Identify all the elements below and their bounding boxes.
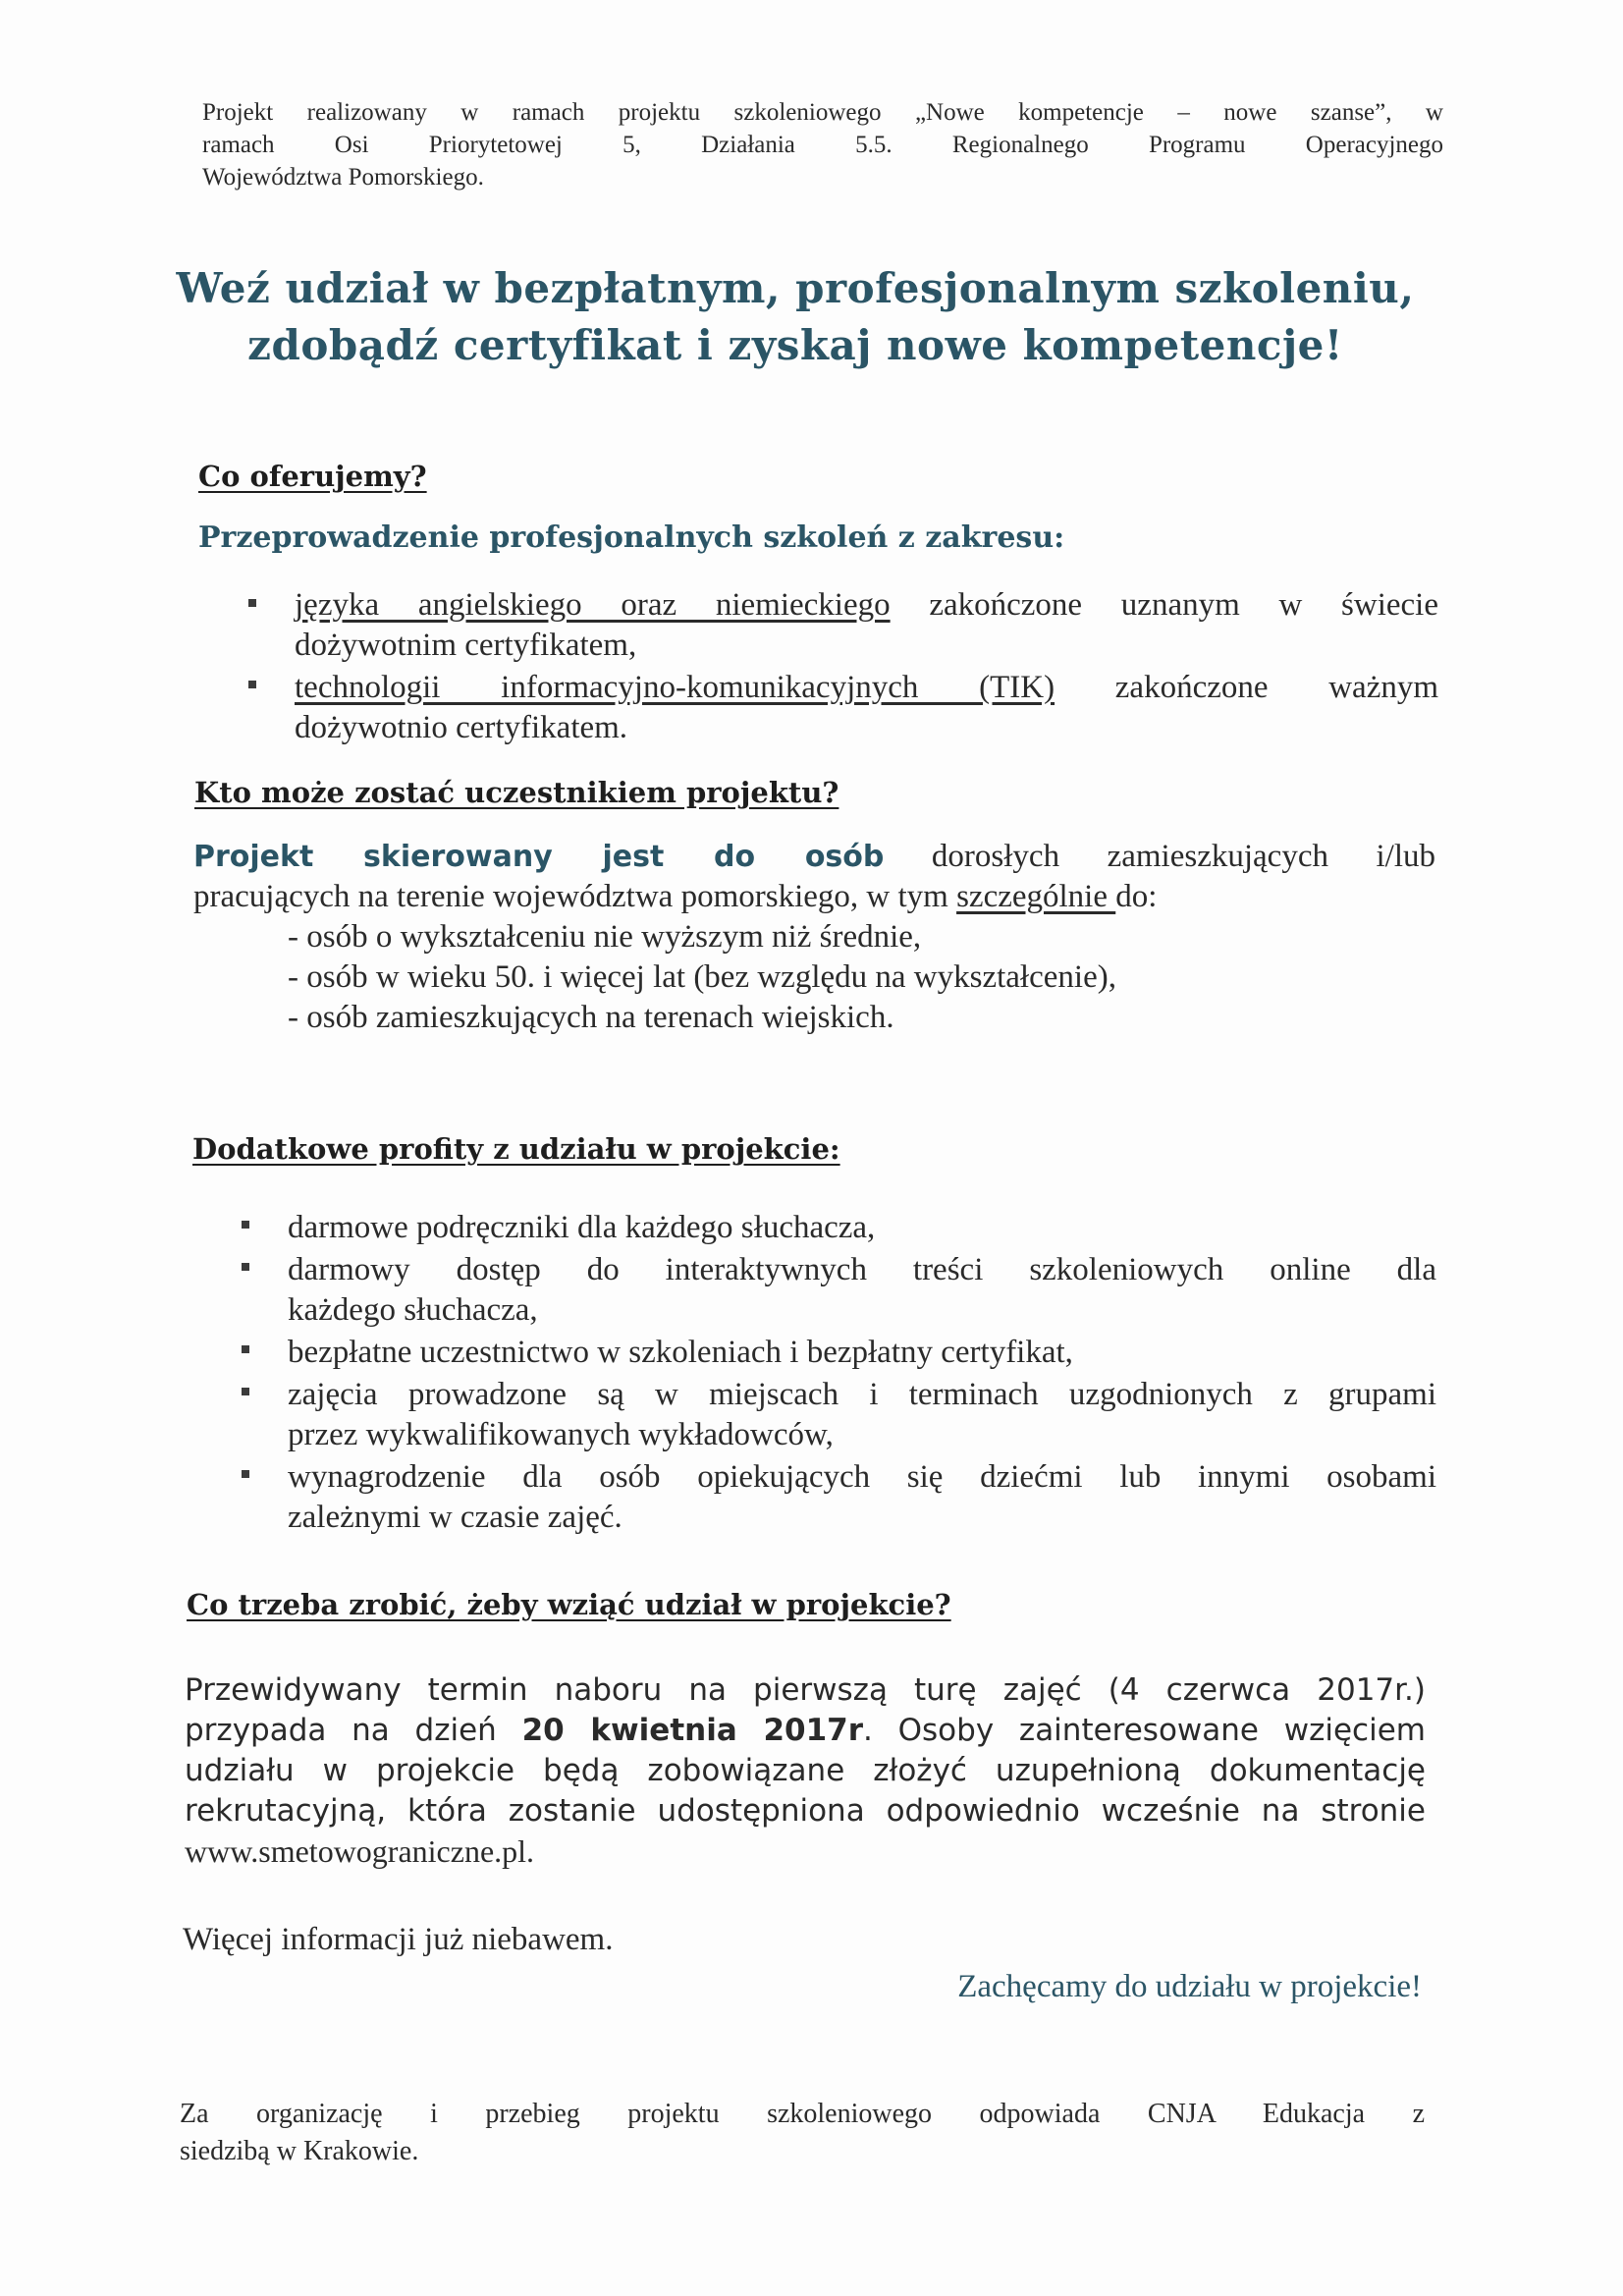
bullet-icon [242, 1221, 249, 1229]
bullet-icon [248, 681, 256, 688]
offer-item-2-line-2: dożywotnio certyfikatem. [295, 710, 628, 745]
howto-line-1: Przewidywany termin naboru na pierwszą turę zajęć (4 czerwca 2017r.) [185, 1672, 1426, 1708]
benefits-item-5-line-1: wynagrodzenie dla osób opiekujących się dziećmi lub innymi osobami [288, 1459, 1436, 1495]
offer-item-1-underlined: języka angielskiego oraz niemieckiego [295, 587, 891, 623]
benefits-item-4-line-1: zajęcia prowadzone są w miejscach i terminach uzgodnionych z grupami [288, 1377, 1436, 1412]
headline [157, 260, 1434, 374]
offer-item-1-rest: zakończone uznanym w świecie [890, 587, 1438, 623]
benefits-item-3 [288, 1333, 1436, 1373]
participants-item-1: - osób o wykształceniu nie wyższym niż średnie, [288, 919, 922, 955]
encourage-text: Zachęcamy do udziału w projekcie! [957, 1969, 1422, 2004]
benefits-item-3-line-1: bezpłatne uczestnictwo w szkoleniach i bezpłatny certyfikat, [288, 1335, 1073, 1370]
howto-date-bold: 20 kwietnia 2017r [521, 1713, 864, 1748]
participants-item-2: - osób w wieku 50. i więcej lat (bez względu na wykształcenie), [288, 959, 1116, 995]
howto-paragraph [185, 1670, 1426, 1872]
offer-item-2-rest: zakończone ważnym [1055, 670, 1439, 705]
participants-underlined: szczególnie [956, 879, 1116, 914]
benefits-item-2 [288, 1250, 1436, 1331]
participants-line-1-rest: dorosłych zamieszkujących i/lub [884, 839, 1435, 874]
benefits-item-4-line-2: przez wykwalifikowanych wykładowców, [288, 1417, 834, 1452]
benefits-item-5-line-2: zależnymi w czasie zajęć. [288, 1500, 622, 1535]
headline-line-1: Weź udział w bezpłatnym, profesjonalnym szkoleniu, [176, 264, 1415, 312]
offer-item-1-line-1 [295, 585, 1438, 626]
howto-line-2: przypada na dzień 20 kwietnia 2017r. Osoby zainteresowane wzięciem [185, 1713, 1426, 1748]
more-info: Więcej informacji już niebawem. [183, 1922, 614, 1957]
bullet-icon [242, 1345, 249, 1353]
intro-line-3: Województwa Pomorskiego. [202, 164, 484, 191]
offer-subheading: Przeprowadzenie profesjonalnych szkoleń z zakresu: [198, 520, 1065, 555]
bullet-icon [242, 1388, 249, 1395]
offer-item-2-underlined: technologii informacyjno-komunikacyjnych (TIK) [295, 670, 1055, 705]
participants-bold-start: Projekt skierowany jest do osób [193, 840, 885, 874]
benefits-item-5 [288, 1457, 1436, 1538]
howto-website: www.smetowograniczne.pl. [185, 1833, 535, 1869]
footer-line-1: Za organizację i przebieg projektu szkoleniowego odpowiada CNJA Edukacja z [180, 2099, 1425, 2129]
howto-line-3: udziału w projekcie będą zobowiązane złożyć uzupełnioną dokumentację [185, 1753, 1426, 1788]
intro-line-2: ramach Osi Priorytetowej 5, Działania 5.5. Regionalnego Programu Operacyjnego [202, 132, 1443, 158]
benefits-question: Dodatkowe profity z udziału w projekcie: [192, 1132, 840, 1166]
intro-line-1: Projekt realizowany w ramach projektu szkoleniowego „Nowe kompetencje – nowe szanse”, w [202, 99, 1443, 126]
offer-item-2-line-1 [295, 668, 1438, 708]
offer-item-2 [295, 668, 1438, 748]
footer-note [180, 2096, 1425, 2170]
howto-line-4: rekrutacyjną, która zostanie udostępniona odpowiednio wcześnie na stronie [185, 1793, 1426, 1829]
offer-item-1 [295, 585, 1438, 666]
participants-line-1 [193, 837, 1435, 877]
participants-list [288, 917, 1116, 1038]
participants-line-2: pracujących na terenie województwa pomorskiego, w tym szczególnie do: [193, 879, 1158, 914]
benefits-item-1-line-1: darmowe podręczniki dla każdego słuchacza, [288, 1210, 876, 1245]
benefits-item-4 [288, 1375, 1436, 1455]
benefits-item-2-line-1: darmowy dostęp do interaktywnych treści szkoleniowych online dla [288, 1252, 1436, 1287]
benefits-item-1 [288, 1208, 1436, 1248]
participants-question: Kto może zostać uczestnikiem projektu? [194, 776, 839, 809]
participants-item-3: - osób zamieszkujących na terenach wiejskich. [288, 1000, 894, 1035]
bullet-icon [242, 1470, 249, 1478]
intro-paragraph [202, 96, 1443, 193]
howto-question: Co trzeba zrobić, żeby wziąć udział w projekcie? [187, 1588, 951, 1621]
bullet-icon [248, 599, 256, 607]
offer-question: Co oferujemy? [198, 460, 427, 493]
bullet-icon [242, 1263, 249, 1271]
headline-line-2: zdobądź certyfikat i zyskaj nowe kompetencje! [247, 321, 1343, 369]
footer-line-2: siedzibą w Krakowie. [180, 2136, 419, 2166]
benefits-item-2-line-2: każdego słuchacza, [288, 1292, 538, 1328]
participants-paragraph [193, 837, 1435, 917]
offer-item-1-line-2: dożywotnim certyfikatem, [295, 628, 637, 663]
